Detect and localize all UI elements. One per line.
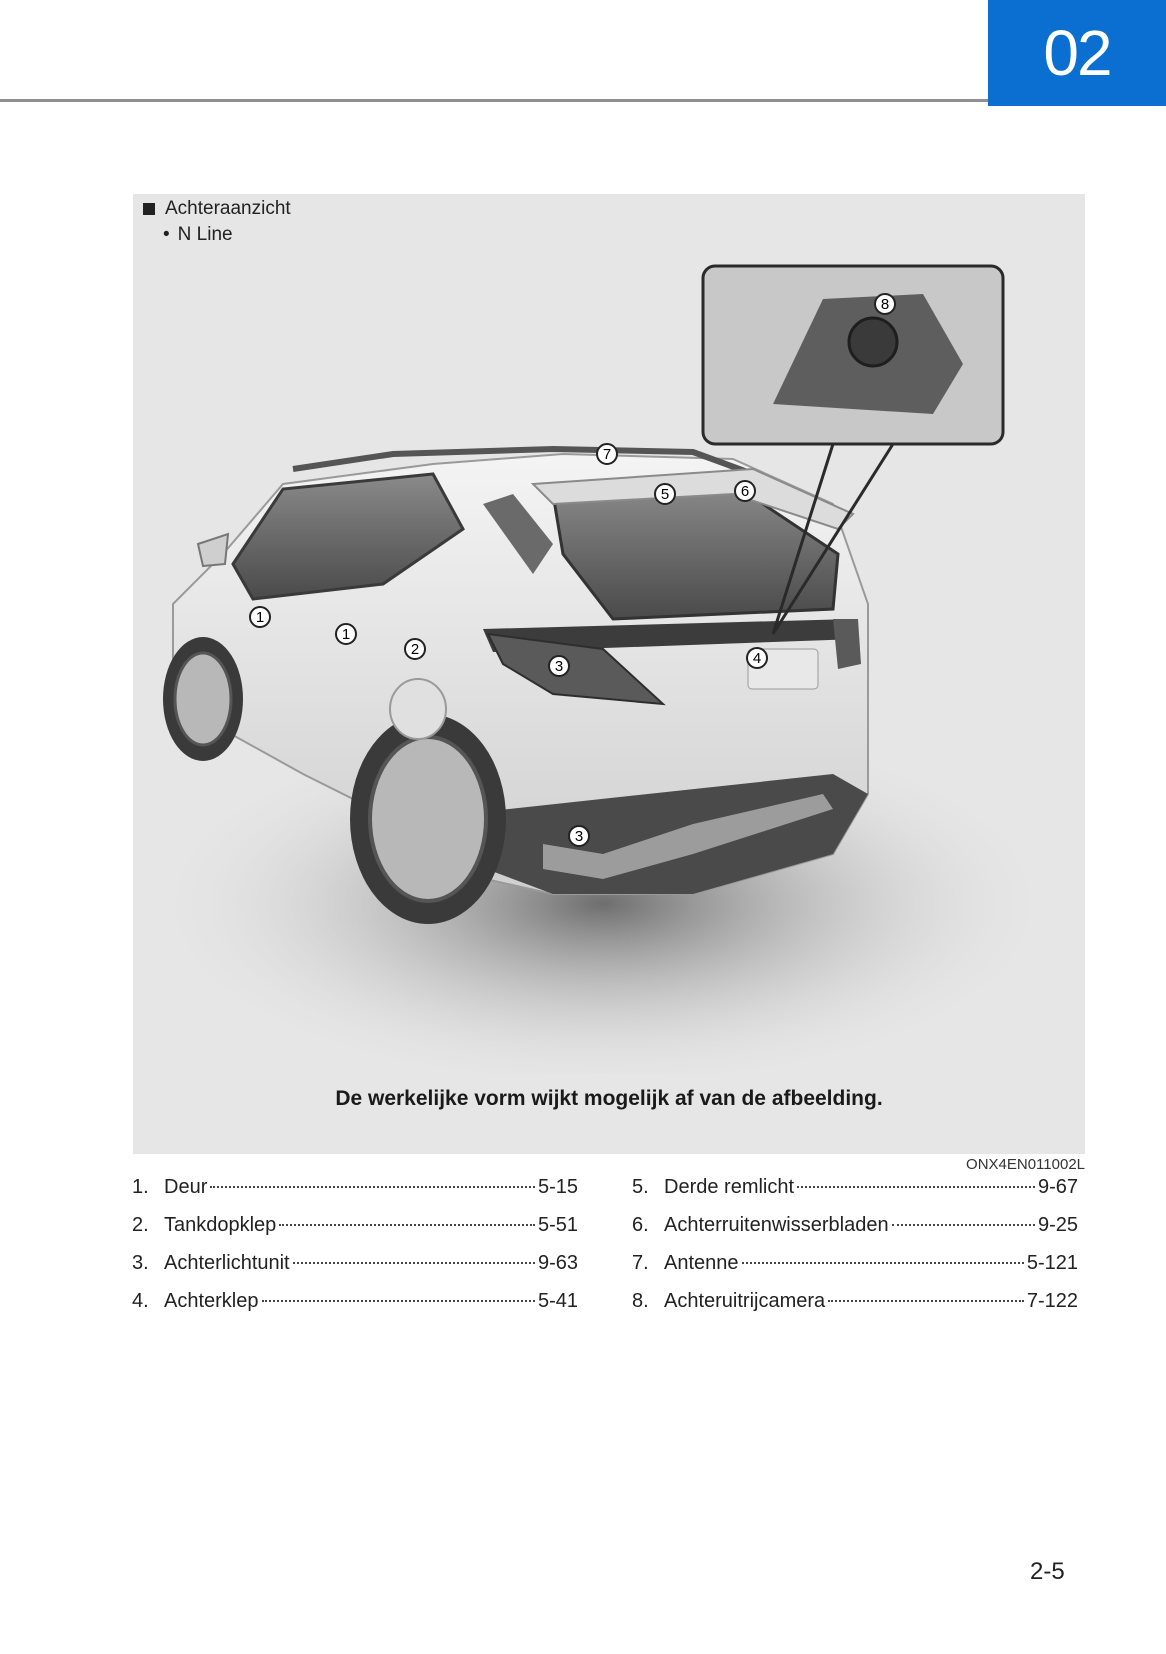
part-number: 8. bbox=[632, 1290, 649, 1312]
figure-subheading-text: N Line bbox=[177, 224, 233, 245]
car-rear-illustration bbox=[133, 254, 1085, 1074]
parts-list-left bbox=[132, 1176, 578, 1328]
list-item bbox=[132, 1176, 578, 1214]
part-page-ref: 5-15 bbox=[537, 1176, 578, 1198]
callout-2 bbox=[405, 639, 425, 659]
part-page-ref: 9-67 bbox=[1037, 1176, 1078, 1198]
list-item bbox=[632, 1176, 1078, 1214]
dot-leader bbox=[828, 1300, 1024, 1302]
part-page-ref: 5-41 bbox=[537, 1290, 578, 1312]
bullet-icon: • bbox=[163, 224, 170, 245]
part-label: Deur bbox=[164, 1176, 208, 1198]
dot-leader bbox=[797, 1186, 1035, 1188]
callout-4 bbox=[747, 648, 767, 668]
part-page-ref: 7-122 bbox=[1026, 1290, 1078, 1312]
figure-heading-text: Achteraanzicht bbox=[165, 198, 291, 219]
dot-leader bbox=[210, 1186, 535, 1188]
list-item bbox=[632, 1290, 1078, 1328]
part-page-ref: 5-121 bbox=[1026, 1252, 1078, 1274]
figure-code: ONX4EN011002L bbox=[966, 1156, 1085, 1173]
rear-wheel-rim bbox=[370, 737, 486, 901]
chapter-tab: 02 bbox=[988, 0, 1166, 106]
list-item bbox=[632, 1214, 1078, 1252]
part-number: 3. bbox=[132, 1252, 149, 1274]
page-number: 2-5 bbox=[1030, 1558, 1065, 1585]
callout-6-label: 6 bbox=[740, 483, 750, 500]
dot-leader bbox=[293, 1262, 535, 1264]
part-page-ref: 9-25 bbox=[1037, 1214, 1078, 1236]
part-label: Achterklep bbox=[164, 1290, 259, 1312]
part-number: 7. bbox=[632, 1252, 649, 1274]
dot-leader bbox=[262, 1300, 535, 1302]
part-page-ref: 5-51 bbox=[537, 1214, 578, 1236]
figure-heading bbox=[143, 198, 291, 220]
front-wheel-rim bbox=[175, 653, 231, 745]
part-label: Tankdopklep bbox=[164, 1214, 277, 1236]
side-mirror bbox=[198, 534, 228, 566]
callout-1b-label: 1 bbox=[341, 626, 351, 643]
list-item bbox=[632, 1252, 1078, 1290]
list-item bbox=[132, 1290, 578, 1328]
part-number: 4. bbox=[132, 1290, 149, 1312]
callout-2-label: 2 bbox=[410, 641, 420, 658]
callout-3b bbox=[569, 826, 589, 846]
callout-1b bbox=[336, 624, 356, 644]
part-number: 2. bbox=[132, 1214, 149, 1236]
callout-7 bbox=[597, 444, 617, 464]
callout-8-label: 8 bbox=[880, 296, 890, 313]
camera-lens bbox=[849, 318, 897, 366]
callout-5-label: 5 bbox=[660, 486, 670, 503]
callout-4-label: 4 bbox=[752, 650, 762, 667]
callout-1a bbox=[250, 607, 270, 627]
dot-leader bbox=[892, 1224, 1035, 1226]
callout-8 bbox=[875, 294, 895, 314]
part-label: Achterruitenwisserbladen bbox=[664, 1214, 889, 1236]
callout-7-label: 7 bbox=[602, 446, 612, 463]
callout-5 bbox=[655, 484, 675, 504]
part-number: 1. bbox=[132, 1176, 149, 1198]
list-item bbox=[132, 1252, 578, 1290]
callout-3a bbox=[549, 656, 569, 676]
part-label: Antenne bbox=[664, 1252, 739, 1274]
callout-3b-label: 3 bbox=[574, 828, 584, 845]
dot-leader bbox=[279, 1224, 535, 1226]
square-bullet-icon bbox=[143, 203, 155, 215]
callout-6 bbox=[735, 481, 755, 501]
figure-caption: De werkelijke vorm wijkt mogelijk af van de afbeelding. bbox=[335, 1087, 883, 1110]
part-label: Achteruitrijcamera bbox=[664, 1290, 826, 1312]
figure-panel bbox=[133, 194, 1085, 1173]
part-number: 5. bbox=[632, 1176, 649, 1198]
fuel-flap bbox=[390, 679, 446, 739]
callout-1a-label: 1 bbox=[255, 609, 265, 626]
part-page-ref: 9-63 bbox=[537, 1252, 578, 1274]
part-label: Achterlichtunit bbox=[164, 1252, 290, 1274]
header-rule bbox=[0, 99, 988, 102]
parts-list-right bbox=[632, 1176, 1078, 1328]
callout-3a-label: 3 bbox=[554, 658, 564, 675]
list-item bbox=[132, 1214, 578, 1252]
figure-subheading bbox=[163, 224, 233, 246]
part-label: Derde remlicht bbox=[664, 1176, 795, 1198]
dot-leader bbox=[742, 1262, 1024, 1264]
part-number: 6. bbox=[632, 1214, 649, 1236]
